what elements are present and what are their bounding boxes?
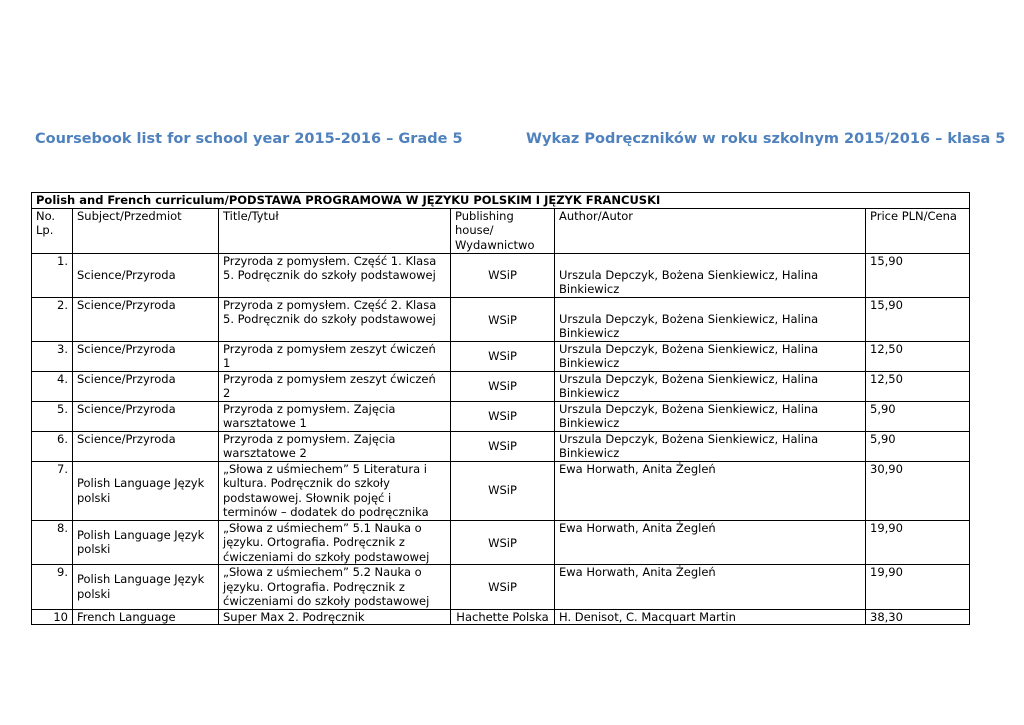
- row-price: 12,50: [866, 341, 970, 371]
- row-publisher: WSiP: [451, 565, 555, 610]
- row-number: 8.: [32, 520, 73, 565]
- table-row: [32, 461, 970, 520]
- row-title: Przyroda z pomysłem. Część 1. Klasa 5. Podręcznik do szkoły podstawowej: [219, 253, 451, 297]
- row-publisher: WSiP: [451, 341, 555, 371]
- table-row: [32, 609, 970, 625]
- table-row: [32, 431, 970, 461]
- row-subject: Polish Language Język polski: [73, 565, 219, 610]
- row-title: Przyroda z pomysłem zeszyt ćwiczeń 1: [219, 341, 451, 371]
- table-row: [32, 371, 970, 401]
- row-subject: Science/Przyroda: [73, 341, 219, 371]
- header-publisher: Publishing house/ Wydawnictwo: [451, 208, 555, 253]
- row-title: Super Max 2. Podręcznik: [219, 609, 451, 625]
- row-number: 9.: [32, 565, 73, 610]
- row-number: 2.: [32, 297, 73, 341]
- row-price: 30,90: [866, 461, 970, 520]
- row-subject: Science/Przyroda: [73, 371, 219, 401]
- coursebook-table: [31, 192, 970, 625]
- row-price: 5,90: [866, 431, 970, 461]
- table-row: [32, 520, 970, 565]
- row-number: 6.: [32, 431, 73, 461]
- header-subject: Subject/Przedmiot: [73, 208, 219, 253]
- row-subject: Science/Przyroda: [73, 431, 219, 461]
- row-subject: Science/Przyroda: [73, 253, 219, 297]
- row-subject: Science/Przyroda: [73, 297, 219, 341]
- row-number: 10: [32, 609, 73, 625]
- row-author: Urszula Depczyk, Bożena Sienkiewicz, Halina Binkiewicz: [555, 371, 866, 401]
- row-author: Urszula Depczyk, Bożena Sienkiewicz, Halina Binkiewicz: [555, 253, 866, 297]
- row-number: 7.: [32, 461, 73, 520]
- row-title: Przyroda z pomysłem. Zajęcia warsztatowe 2: [219, 431, 451, 461]
- row-title: Przyroda z pomysłem. Zajęcia warsztatowe 1: [219, 401, 451, 431]
- page-title-polish: Wykaz Podręczników w roku szkolnym 2015/2016 – klasa 5: [526, 131, 1006, 147]
- row-author: Ewa Horwath, Anita Żegleń: [555, 565, 866, 610]
- page-title-english: Coursebook list for school year 2015-2016 – Grade 5: [35, 131, 463, 147]
- row-subject: Polish Language Język polski: [73, 461, 219, 520]
- row-publisher: WSiP: [451, 431, 555, 461]
- row-price: 15,90: [866, 253, 970, 297]
- row-number: 3.: [32, 341, 73, 371]
- row-number: 4.: [32, 371, 73, 401]
- row-price: 15,90: [866, 297, 970, 341]
- row-price: 19,90: [866, 565, 970, 610]
- row-author: Urszula Depczyk, Bożena Sienkiewicz, Halina Binkiewicz: [555, 401, 866, 431]
- row-title: Przyroda z pomysłem. Część 2. Klasa 5. Podręcznik do szkoły podstawowej: [219, 297, 451, 341]
- row-price: 19,90: [866, 520, 970, 565]
- row-price: 12,50: [866, 371, 970, 401]
- row-number: 1.: [32, 253, 73, 297]
- header-price: Price PLN/Cena: [866, 208, 970, 253]
- table-caption-row: [32, 193, 970, 209]
- row-author: Ewa Horwath, Anita Żegleń: [555, 520, 866, 565]
- row-price: 5,90: [866, 401, 970, 431]
- row-title: „Słowa z uśmiechem” 5.1 Nauka o języku. Ortografia. Podręcznik z ćwiczeniami do szkoły podstawowej: [219, 520, 451, 565]
- table-row: [32, 297, 970, 341]
- table-header-row: [32, 208, 970, 253]
- row-number: 5.: [32, 401, 73, 431]
- row-subject: Polish Language Język polski: [73, 520, 219, 565]
- table-row: [32, 565, 970, 610]
- row-title: Przyroda z pomysłem zeszyt ćwiczeń 2: [219, 371, 451, 401]
- row-author: Urszula Depczyk, Bożena Sienkiewicz, Halina Binkiewicz: [555, 341, 866, 371]
- row-publisher: WSiP: [451, 297, 555, 341]
- row-publisher: WSiP: [451, 461, 555, 520]
- row-author: H. Denisot, C. Macquart Martin: [555, 609, 866, 625]
- row-publisher: WSiP: [451, 520, 555, 565]
- header-author: Author/Autor: [555, 208, 866, 253]
- row-title: „Słowa z uśmiechem” 5 Literatura i kultura. Podręcznik do szkoły podstawowej. Słownik pojęć i terminów – dodatek do podręcznika: [219, 461, 451, 520]
- row-author: Urszula Depczyk, Bożena Sienkiewicz, Halina Binkiewicz: [555, 431, 866, 461]
- row-subject: French Language: [73, 609, 219, 625]
- row-author: Ewa Horwath, Anita Żegleń: [555, 461, 866, 520]
- header-no: No. Lp.: [32, 208, 73, 253]
- row-title: „Słowa z uśmiechem” 5.2 Nauka o języku. Ortografia. Podręcznik z ćwiczeniami do szkoły podstawowej: [219, 565, 451, 610]
- header-title: Title/Tytuł: [219, 208, 451, 253]
- row-publisher: WSiP: [451, 253, 555, 297]
- row-publisher: WSiP: [451, 371, 555, 401]
- table-row: [32, 253, 970, 297]
- row-publisher: WSiP: [451, 401, 555, 431]
- row-price: 38,30: [866, 609, 970, 625]
- row-author: Urszula Depczyk, Bożena Sienkiewicz, Halina Binkiewicz: [555, 297, 866, 341]
- row-subject: Science/Przyroda: [73, 401, 219, 431]
- table-row: [32, 341, 970, 371]
- table-caption: Polish and French curriculum/PODSTAWA PROGRAMOWA W JĘZYKU POLSKIM I JĘZYK FRANCUSKI: [32, 193, 970, 209]
- table-row: [32, 401, 970, 431]
- row-publisher: Hachette Polska: [451, 609, 555, 625]
